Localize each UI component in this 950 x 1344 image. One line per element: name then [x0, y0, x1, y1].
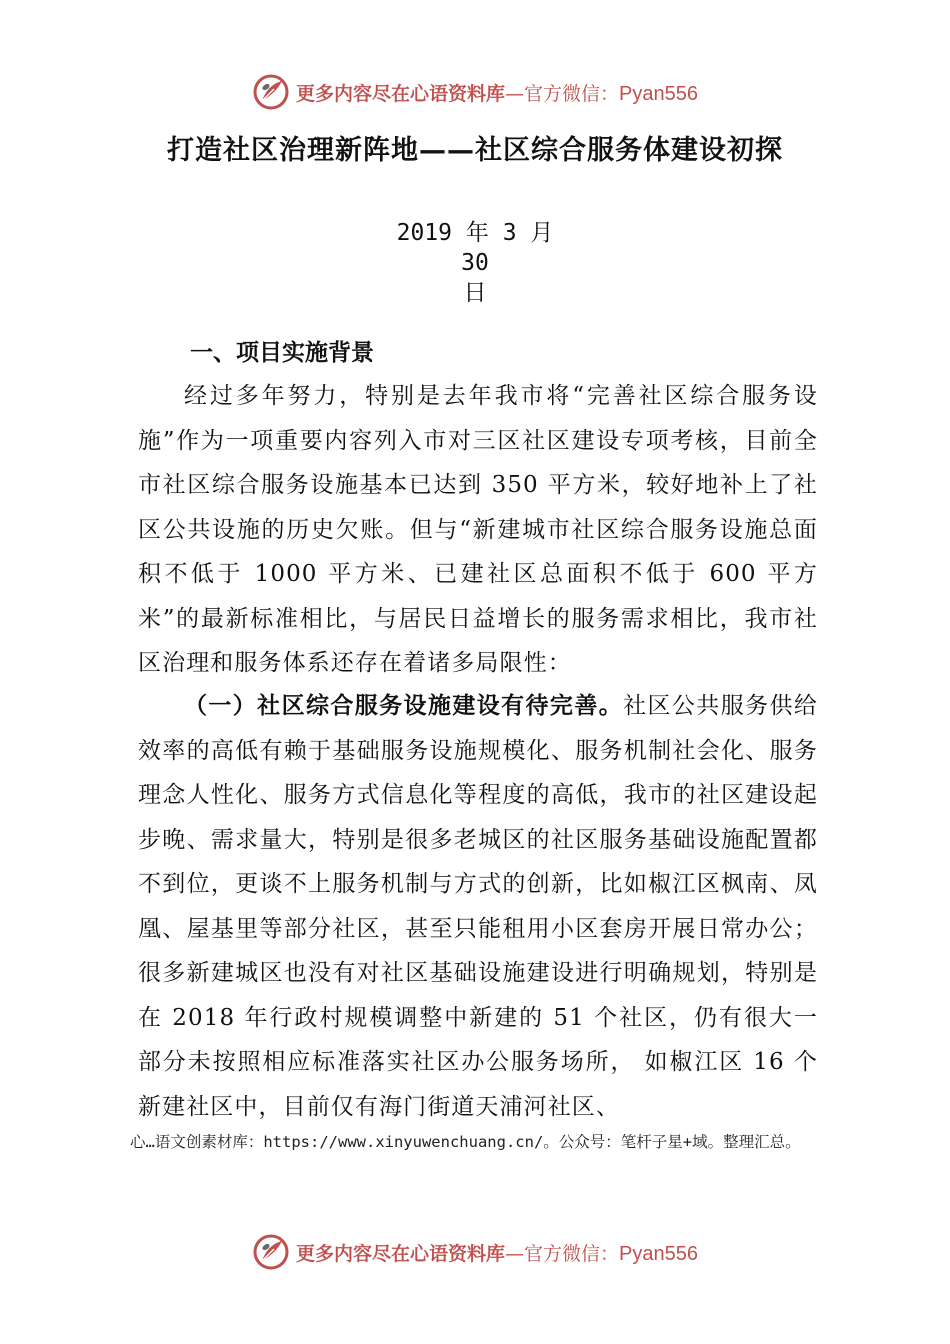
paragraph-2 [138, 684, 818, 1129]
document-title: 打造社区治理新阵地——社区综合服务体建设初探 [167, 135, 783, 166]
header-banner [0, 70, 950, 114]
banner-wechat: 官方微信： [524, 82, 620, 105]
banner-separator: — [505, 1242, 525, 1265]
banner-wechat: 官方微信： [524, 1242, 620, 1265]
section-heading: 一、项目实施背景 [190, 340, 374, 366]
banner-label: 更多内容尽在心语资料库 [296, 1242, 506, 1265]
footer-note: 心…语文创素材库：https://www.xinyuwenchuang.cn/。公众号：笔杆子星+域。整理汇总。 [130, 1133, 801, 1151]
paragraph-1: 经过多年努力，特别是去年我市将“完善社区综合服务设施”作为一项重要内容列入市对三区社区建设专项考核，目前全市社区综合服务设施基本已达到 350 平方米，较好地补上了社区公共设施的历史欠账。但与“新建城市社区综合服务设施总面积不低于 1000 平方米、已建社区总面积不低于 600 平方米”的最新标准相比，与居民日益增长的服务需求相比，我市社区治理和服务体系还存在着诸多局限性： [138, 383, 818, 676]
footer-banner [0, 1230, 950, 1274]
banner-text [296, 1239, 698, 1266]
pen-leaf-logo-icon [252, 73, 290, 111]
date-line-2: 日 [463, 280, 487, 306]
banner-separator: — [505, 82, 525, 105]
pen-leaf-logo-icon [252, 1233, 290, 1271]
banner-id: Pyan556 [619, 82, 698, 105]
date-line-1: 2019 年 3 月 30 [396, 220, 554, 276]
subheading-1: （一）社区综合服务设施建设有待完善。 [184, 693, 624, 719]
paragraph-2-body: 社区公共服务供给效率的高低有赖于基础服务设施规模化、服务机制社会化、服务理念人性化、服务方式信息化等程度的高低，我市的社区建设起步晚、需求量大，特别是很多老城区的社区服务基础设施配置都不到位，更谈不上服务机制与方式的创新，比如椒江区枫南、凤凰、屋基里等部分社区，甚至只能租用小区套房开展日常办公；很多新建城区也没有对社区基础设施建设进行明确规划，特别是在 2018 年行政村规模调整中新建的 51 个社区，仍有很大一部分未按照相应标准落实社区办公服务场所， 如椒江区 16 个新建社区中，目前仅有海门街道天浦河社区、 [138, 693, 818, 1120]
banner-label: 更多内容尽在心语资料库 [296, 82, 506, 105]
banner-text [296, 79, 698, 106]
banner-id: Pyan556 [619, 1242, 698, 1265]
document-date [380, 218, 570, 308]
